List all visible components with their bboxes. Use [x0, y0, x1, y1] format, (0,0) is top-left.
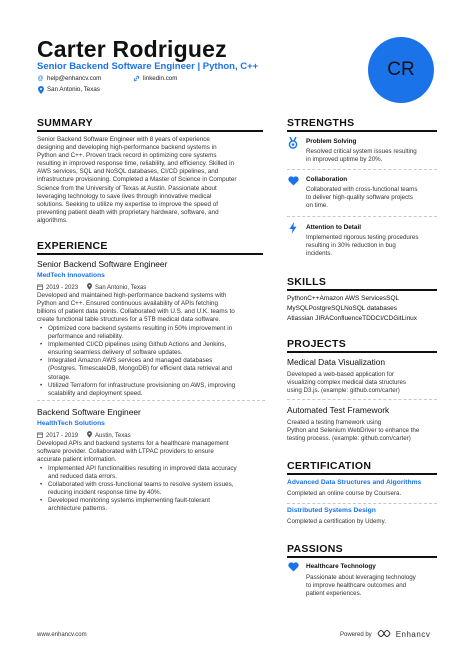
summary-line: algorithms. — [37, 216, 68, 224]
strength-title: Problem Solving — [306, 138, 357, 145]
heart-icon — [287, 561, 299, 573]
avatar-initials: CR — [387, 59, 415, 80]
strength-desc — [306, 148, 441, 164]
skills-divider — [287, 289, 437, 291]
passions-divider — [287, 556, 437, 558]
job-intro-line: software provider. Collaborated with LTPAC providers to ensure — [37, 448, 214, 456]
calendar-icon — [37, 284, 43, 292]
experience-heading: EXPERIENCE — [37, 240, 108, 252]
passion-desc — [306, 574, 441, 598]
bullet-line: scalability and deployment speed. — [48, 389, 143, 397]
job-intro-line: Python and C++. Ensured continuous availability of APIs fetching — [37, 300, 218, 308]
strength-desc-line: on time. — [306, 202, 329, 209]
strengths-divider — [287, 130, 437, 132]
location-text: San Antonio, Texas — [47, 86, 100, 93]
project-desc — [287, 371, 439, 395]
project-desc-line: visualizing complex medical data structures — [287, 379, 406, 386]
job-bullets — [37, 325, 269, 398]
skills-line: PythonC++Amazon AWS ServicesSQL — [287, 295, 400, 302]
summary-line: infrastructure provisioning. Completed a Master of Science in Computer — [37, 176, 237, 184]
passions-heading: PASSIONS — [287, 543, 343, 555]
job-bullet — [37, 357, 269, 381]
strength-desc-line: Implemented rigorous testing procedures — [306, 234, 419, 241]
strength-desc — [306, 186, 441, 210]
bullet-line: storage. — [48, 373, 71, 381]
strength-desc-line: Collaborated with cross-functional teams — [306, 186, 418, 193]
cert-title: Advanced Data Structures and Algorithms — [287, 479, 422, 486]
job-bullet — [37, 325, 269, 341]
job-bullets — [37, 465, 269, 514]
skills-line: MySQLPostgreSQLNoSQL databases — [287, 305, 397, 312]
bullet-line: (Postgres, TimescaleDB, MongoDB) for efficient data retrieval and — [48, 365, 232, 373]
job-meta — [37, 283, 146, 292]
strength-title: Collaboration — [306, 176, 348, 183]
summary-line: leveraging technology to save lives through innovative medical — [37, 192, 212, 200]
calendar-icon — [37, 432, 43, 440]
job-bullet — [37, 465, 269, 481]
skills-line: Atlassian JIRAConfluenceTDDCI/CDGitLinux — [287, 315, 418, 322]
summary-line: AWS services, SQL and NoSQL databases, CI/CD pipelines, and — [37, 168, 219, 176]
location-pin-icon — [87, 283, 92, 292]
linkedin-contact[interactable] — [133, 75, 177, 82]
lightning-icon — [287, 222, 299, 234]
job-dates: 2019 - 2023 — [46, 284, 79, 291]
company-name: HealthTech Solutions — [37, 420, 105, 427]
avatar — [368, 37, 434, 103]
bullet-line: and reduced data errors. — [48, 473, 117, 481]
summary-line: resulting in improved response time, reliability, and efficiency. Skilled in — [37, 160, 235, 168]
summary-line: Science from the University of Texas at Austin. Passionate about — [37, 184, 217, 192]
projects-heading: PROJECTS — [287, 338, 346, 350]
summary-text — [37, 136, 267, 225]
job-intro — [37, 292, 269, 324]
candidate-name: Carter Rodriguez — [37, 36, 227, 62]
bullet-line: • Collaborated with cross-functional teams to resolve system issues, — [48, 481, 234, 489]
linkedin-text: linkedin.com — [143, 75, 178, 82]
project-desc-line: Python and Selenium WebDriver to enhance the — [287, 427, 420, 434]
experience-divider — [37, 253, 263, 255]
cert-divider — [287, 503, 437, 504]
strengths-heading: STRENGTHS — [287, 117, 355, 129]
job-intro-line: create functional table structures for a 5TB medical data software. — [37, 316, 221, 324]
job-intro-line: accurate patient information. — [37, 456, 117, 464]
job-intro-line: Developed and maintained high-performance backend systems with — [37, 292, 227, 299]
job-intro-line: billions of patient data points. Collaborated with U.S. and U.K. teams to — [37, 308, 235, 316]
summary-line: designing and developing high-performance backend systems in — [37, 144, 217, 152]
job-location: Austin, Texas — [95, 432, 131, 439]
passion-desc-line: patient experiences. — [306, 590, 362, 597]
project-desc-line: Created a testing framework using — [287, 419, 382, 426]
summary-divider — [37, 130, 263, 132]
passion-desc-line: to improve healthcare outcomes and — [306, 582, 407, 589]
email-contact[interactable] — [37, 75, 101, 82]
enhancv-logo-icon — [377, 629, 391, 640]
project-title: Automated Test Framework — [287, 405, 390, 415]
job-title: Backend Software Engineer — [37, 407, 141, 417]
job-divider — [37, 400, 265, 401]
strength-desc-line: incidents. — [306, 250, 333, 257]
certification-heading: CERTIFICATION — [287, 460, 372, 472]
project-desc-line: testing process. (example: github.com/carter) — [287, 435, 411, 442]
bullet-line: • Integrated Amazon AWS services and managed databases — [48, 357, 213, 365]
strength-desc-line: resulting in 30% reduction in bug — [306, 242, 396, 249]
job-meta — [37, 431, 131, 440]
footer-website[interactable]: www.enhancv.com — [37, 632, 87, 638]
bullet-line: • Utilized Terraform for infrastructure provisioning on AWS, improving — [48, 381, 236, 389]
brand-name: Enhancv — [395, 630, 431, 639]
bullet-line: • Implemented API functionalities resulting in improved data accuracy — [48, 465, 237, 472]
strength-desc-line: to deliver high-quality software projects — [306, 194, 413, 201]
job-bullet — [37, 497, 269, 513]
passion-desc-line: Passionate about leveraging technology — [306, 574, 416, 581]
powered-by-text: Powered by — [340, 631, 372, 638]
bullet-line: ensuring seamless delivery of software updates. — [48, 349, 183, 357]
project-title: Medical Data Visualization — [287, 357, 386, 367]
bullet-line: architecture patterns. — [48, 505, 108, 513]
strength-desc — [306, 234, 441, 258]
skills-heading: SKILLS — [287, 276, 327, 288]
bullet-line: performance and reliability. — [48, 333, 124, 341]
job-bullet — [37, 341, 269, 357]
link-icon — [133, 75, 140, 82]
summary-line: preventing patient death with proprietary hardware, software, and — [37, 208, 219, 216]
project-desc-line: using D3.js. (example: github.com/carter) — [287, 387, 400, 394]
location-contact — [37, 86, 100, 93]
summary-line: Python and C++. Proven track record in optimizing core systems — [37, 152, 217, 160]
passion-title: Healthcare Technology — [306, 563, 376, 570]
summary-heading: SUMMARY — [37, 117, 93, 129]
company-name: MedTech Innovations — [37, 272, 105, 279]
cert-title: Distributed Systems Design — [287, 507, 376, 514]
job-bullet — [37, 382, 269, 398]
footer-branding[interactable] — [340, 629, 430, 640]
project-desc-line: Developed a web-based application for — [287, 371, 394, 378]
strength-divider — [287, 169, 437, 170]
summary-line: solutions. Seeking to utilize my expertise to improve the speed of — [37, 200, 218, 208]
bullet-line: • Optimized core backend systems resulting in 50% improvement in — [48, 325, 233, 332]
email-text: help@enhancv.com — [47, 75, 102, 82]
cert-desc: Completed an online course by Coursera. — [287, 490, 402, 497]
certification-divider — [287, 473, 437, 475]
project-divider — [287, 399, 437, 400]
job-bullet — [37, 481, 269, 497]
job-intro — [37, 440, 269, 464]
bullet-line: • Developed monitoring systems implementing fault-tolerant — [48, 497, 211, 505]
bullet-line: reducing incident response time by 40%. — [48, 489, 162, 497]
job-location: San Antonio, Texas — [95, 284, 147, 291]
summary-line: Senior Backend Software Engineer with 8 years of experience — [37, 136, 210, 143]
candidate-title: Senior Backend Software Engineer | Python, C++ — [37, 61, 259, 72]
location-pin-icon — [37, 86, 44, 93]
job-title: Senior Backend Software Engineer — [37, 259, 168, 269]
strength-desc-line: in improved uptime by 20%. — [306, 156, 383, 163]
job-dates: 2017 - 2019 — [46, 432, 79, 439]
projects-divider — [287, 351, 437, 353]
strength-title: Attention to Detail — [306, 224, 362, 231]
bullet-line: • Implemented CI/CD pipelines using Github Actions and Jenkins, — [48, 341, 227, 349]
cert-desc: Completed a certification by Udemy. — [287, 518, 386, 525]
strength-desc-line: Resolved critical system issues resulting — [306, 148, 417, 155]
at-icon: @ — [37, 75, 44, 82]
heart-icon — [287, 175, 299, 187]
strength-divider — [287, 216, 437, 217]
project-desc — [287, 419, 439, 443]
location-pin-icon — [87, 431, 92, 440]
medal-icon — [287, 137, 299, 149]
job-intro-line: Developed APIs and backend systems for a healthcare management — [37, 440, 229, 447]
